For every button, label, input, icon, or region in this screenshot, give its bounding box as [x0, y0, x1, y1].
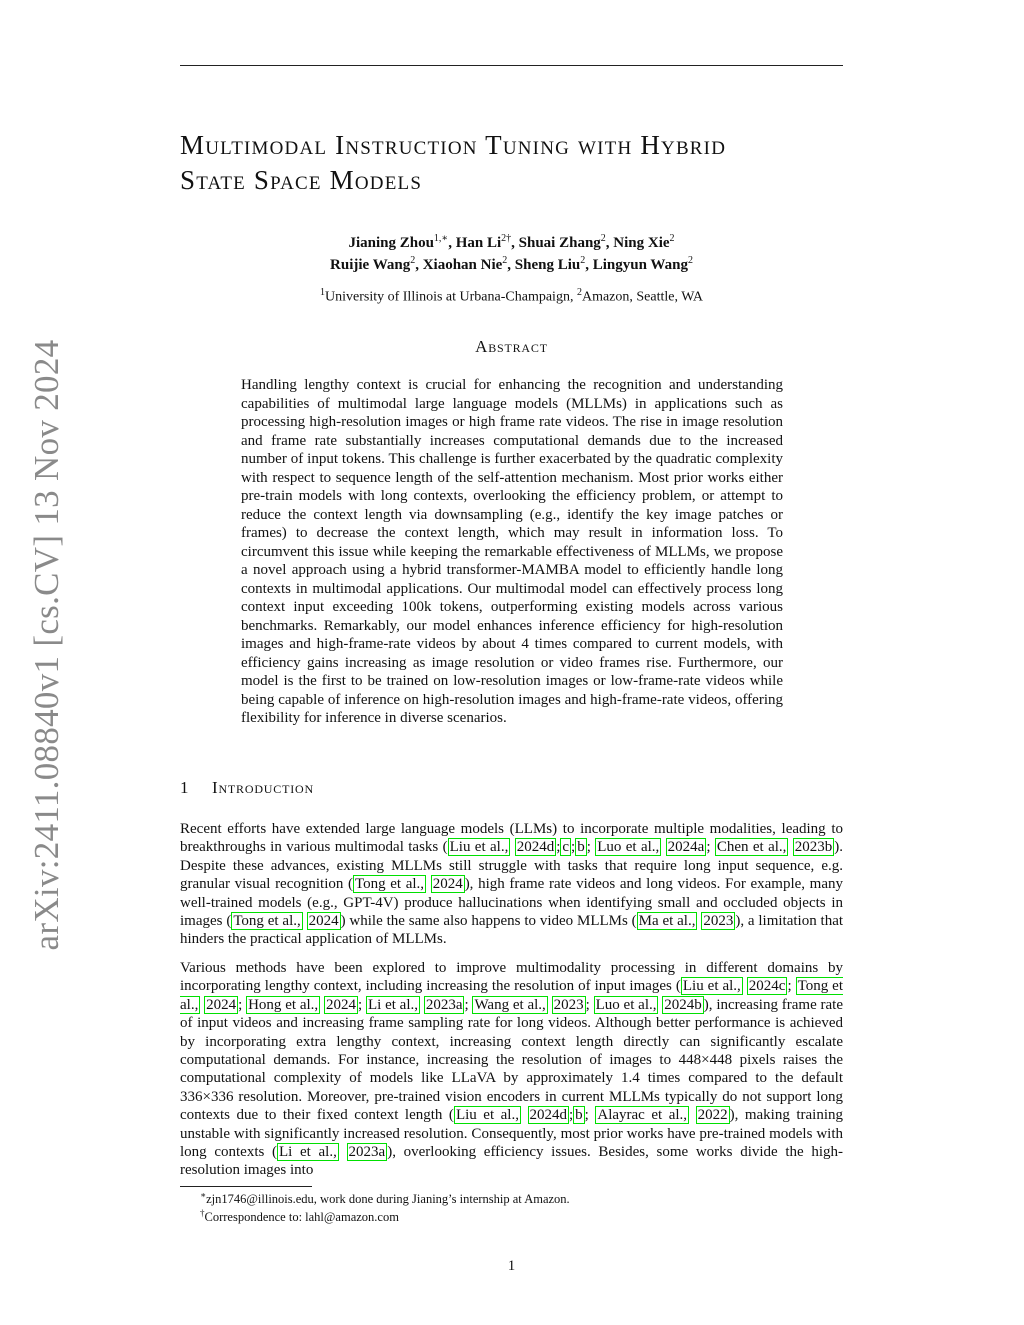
citation-link[interactable]: Tong et al., — [180, 978, 844, 1013]
footnote-text: Correspondence to: lahl@amazon.com — [204, 1210, 399, 1225]
author-affiliation-mark: 2† — [501, 233, 512, 244]
author-name: Shuai Zhang — [518, 235, 601, 251]
author-affiliation-mark: 2 — [669, 233, 675, 244]
footnote-rule — [180, 1186, 312, 1187]
citation-link[interactable]: Hong et al., — [248, 996, 319, 1013]
citation-link[interactable]: 2024 — [206, 996, 237, 1013]
author-name: Jianing Zhou — [348, 235, 434, 251]
intro-paragraph-2: Various methods have been explored to improve multimodality processing in different domains by incorporating lengthy context, including increasing the resolution of input images ( Liu et al., 2024c ; Tong et al., 2024 ; Hong et al., 2024 ; Li et al., 2023a ; Wang et al., 2023 ; Luo et al., 2024b ), increasing frame rate of input videos and increasing frame sampling rate for long videos. Although better performance is achieved by incorporating extra lengthy context, increasing context length directly can significantly escalate computational demands. For instance, increasing the resolution of images to 448×448 pixels raises the computational complexity of models like LLaVA by approximately 1.4 times compared to the default 336×336 resolution. Moreover, pre-trained vision encoders in current MLLMs typically do not support long contexts due to their fixed context length ( Liu et al., 2024d ; b ; Alayrac et al., 2022 ), making training unstable with significantly increased resolution. Consequently, most prior works have pre-trained models with long contexts ( Li et al., 2023a ), overlooking efficiency issues. Besides, some works divide the high-resolution images into — [180, 960, 844, 1179]
citation-link[interactable]: 2023a — [425, 996, 463, 1013]
author-name: Ruijie Wang — [330, 257, 411, 273]
citation-link[interactable]: Liu et al., — [449, 839, 509, 856]
author-affiliation-mark: 2 — [580, 255, 586, 266]
affiliation-text: Amazon, Seattle, WA — [581, 289, 703, 305]
citation-link[interactable]: 2023 — [703, 913, 734, 930]
citation-link[interactable]: 2023 — [553, 996, 584, 1013]
abstract-heading: Abstract — [475, 337, 548, 356]
citation-link[interactable]: 2023b — [794, 839, 833, 856]
citation-link[interactable]: Ma et al., — [638, 913, 696, 930]
citation-link[interactable]: 2024 — [432, 876, 463, 893]
arxiv-identifier-stamp[interactable]: arXiv:2411.08840v1 [cs.CV] 13 Nov 2024 — [27, 339, 66, 951]
citation-link[interactable]: b — [577, 839, 585, 856]
affiliation-mark: 1 — [320, 287, 325, 298]
citation-link[interactable]: Liu et al., — [682, 978, 741, 995]
citation-link[interactable]: Li et al., — [279, 1144, 337, 1161]
title-line-2: State Space Models — [180, 165, 423, 195]
title-line-1: Multimodal Instruction Tuning with Hybrid — [180, 130, 727, 160]
author-name: Ning Xie — [613, 235, 670, 251]
affiliation-text: University of Illinois at Urbana-Champaign, — [325, 289, 577, 305]
footnote-mark: ∗ — [200, 1190, 207, 1200]
author-affiliation-mark: 2 — [410, 255, 416, 266]
citation-link[interactable]: Wang et al., — [474, 996, 546, 1013]
authors-line-2: Ruijie Wang$^2$, Xiaohan Nie$^2$, Sheng Liu$^2$, Lingyun Wang$^2$ — [330, 255, 693, 273]
citation-link[interactable]: c — [562, 839, 570, 856]
citation-link[interactable]: Chen et al., — [716, 839, 787, 856]
affiliation-mark: 2 — [576, 287, 582, 298]
author-name: Han Li — [455, 235, 502, 251]
citation-link[interactable]: 2024 — [325, 996, 356, 1013]
author-name: Xiaohan Nie — [422, 257, 503, 273]
citation-link[interactable]: Luo et al., — [595, 996, 657, 1013]
abstract-text: Handling lengthy context is crucial for enhancing the recognition and understanding capabilities of multimodal large language models (MLLMs) in applications such as processing high-resolution images or high frame rate videos. The rise in image resolution and frame rate substantially increases computational demands due to the increased number of input tokens. This challenge is further exacerbated by the quadratic complexity with respect to sequence length of the self-attention mechanism. Most prior works either pre-train models with long contexts, overlooking the efficiency problem, or attempt to reduce the context length via downsampling (e.g., identify the key image patches or frames) to decrease the context length, which may result in information loss. To circumvent this issue while keeping the remarkable effectiveness of MLLMs, we propose a novel approach using a hybrid transformer-MAMBA model to efficiently handle long contexts in multimodal applications. Our multimodal model can effectively process long context input exceeding 100k tokens, outperforming existing models across various benchmarks. Remarkably, our model enhances inference efficiency for high-resolution images and high-frame-rate videos by about 4 times compared to current models, with efficiency gains increasing as image resolution or video frames rise. Furthermore, our model is the first to be trained on low-resolution images or low-frame-rate videos while being capable of inference on high-resolution images and high-frame-rate videos, offering flexibility for inference in diverse scenarios. — [241, 377, 783, 726]
footnote-2 — [200, 1208, 399, 1225]
authors-line-1: Jianing Zhou$^{1,∗}$, Han $Li^{2\dagger}$, Shuai Zhang$^2$, Ning Xie$^2$ — [348, 233, 675, 251]
citation-link[interactable]: 2024d — [529, 1107, 567, 1124]
citation-link[interactable]: 2024b — [664, 996, 702, 1013]
author-affiliation-mark: 2 — [502, 255, 508, 266]
affiliations — [180, 287, 843, 306]
section-title: Introduction — [212, 778, 314, 797]
citation-link[interactable]: 2024a — [667, 839, 705, 856]
author-name: Sheng Liu — [514, 257, 581, 273]
citation-link[interactable]: Alayrac et al., — [597, 1107, 688, 1124]
author-affiliation-mark: 2 — [600, 233, 606, 244]
citation-link[interactable]: 2024c — [748, 978, 786, 995]
author-name: Lingyun Wang — [592, 257, 688, 273]
section-heading-introduction — [180, 778, 314, 798]
page-number: 1 — [507, 1258, 516, 1274]
footnote-mark: † — [200, 1208, 205, 1218]
citation-link[interactable]: Tong et al., — [355, 876, 425, 893]
citation-link[interactable]: 2022 — [697, 1107, 728, 1124]
citation-link[interactable]: Liu et al., — [455, 1107, 519, 1124]
intro-paragraph-1: Recent efforts have extended large language models (LLMs) to incorporate multiple modalities, leading to breakthroughs in various multimodal tasks ( Liu et al., 2024d ; c ; b ; Luo et al., 2024a ; Chen et al., 2023b ). Despite these advances, existing MLLMs still struggle with tasks that require long input sequence, e.g. granular visual recognition ( Tong et al., 2024 ), high frame rate videos and long videos. For example, many well-trained models (e.g., GPT-4V) produce hallucinations when identifying small and occluded objects in images ( Tong et al., 2024 ) while the same also happens to video MLLMs ( Ma et al., 2023 ), a limitation that hinders the practical application of MLLMs. — [180, 821, 844, 948]
citation-link[interactable]: Tong et al., — [233, 913, 301, 930]
author-affiliation-mark: 2 — [687, 255, 693, 266]
footnote-text: zjn1746@illinois.edu, work done during Jianing’s internship at Amazon. — [206, 1192, 570, 1207]
footnote-1 — [200, 1190, 570, 1207]
citation-link[interactable]: 2024 — [308, 913, 339, 930]
top-rule — [180, 65, 843, 66]
section-number: 1 — [180, 778, 190, 797]
citation-link[interactable]: 2023a — [348, 1144, 386, 1161]
citation-link[interactable]: 2024d — [516, 839, 555, 856]
paper-title — [180, 128, 850, 198]
citation-link[interactable]: Luo et al., — [597, 839, 660, 856]
author-affiliation-mark: 1,∗ — [433, 233, 449, 244]
citation-link[interactable]: Li et al., — [367, 996, 419, 1013]
citation-link[interactable]: b — [575, 1107, 583, 1124]
